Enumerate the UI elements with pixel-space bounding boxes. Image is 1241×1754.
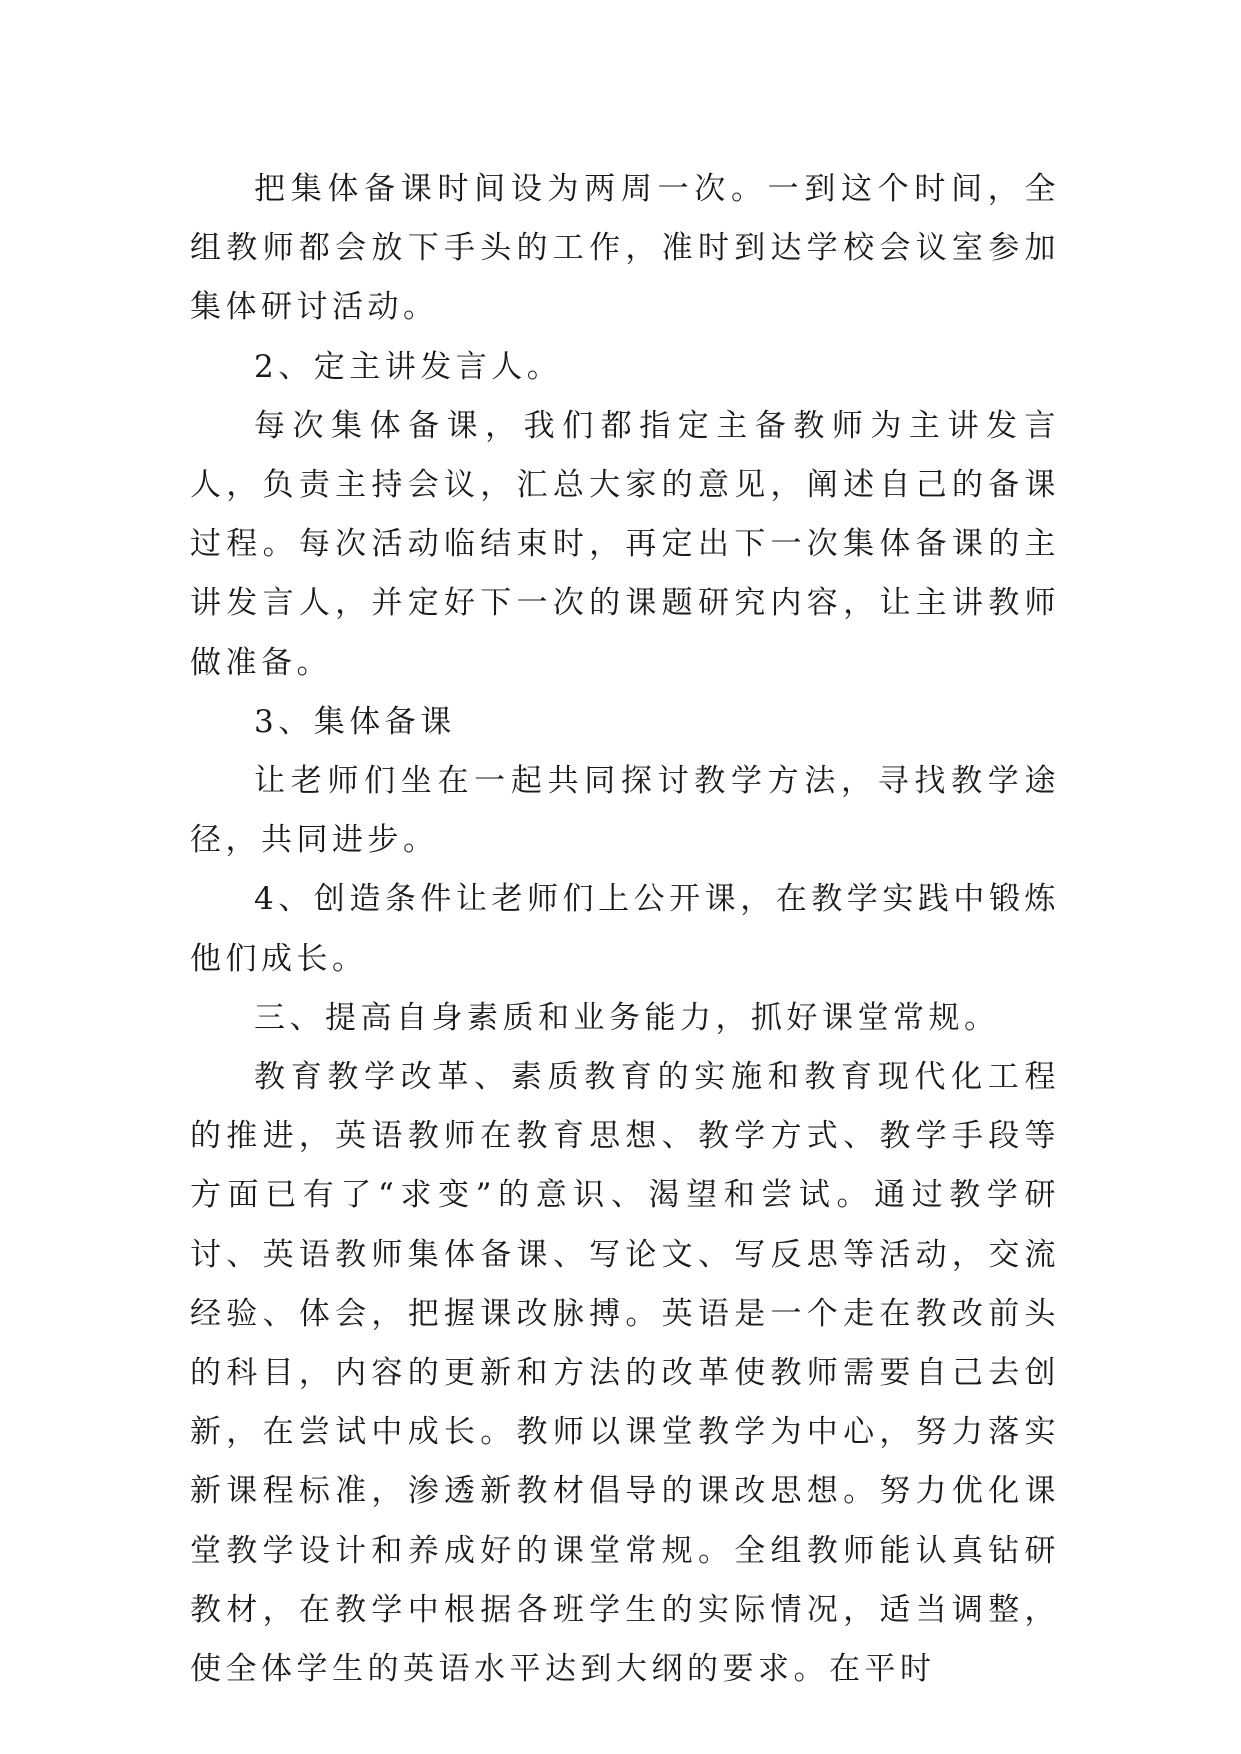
heading-section-three: 三、提高自身素质和业务能力，抓好课堂常规。 xyxy=(254,999,1000,1036)
document-body xyxy=(190,160,1060,1699)
heading-collective-prep: 3、集体备课 xyxy=(254,703,456,740)
paragraph-collective-prep: 让老师们坐在一起共同探讨教学方法，寻找教学途径，共同进步。 xyxy=(190,763,1060,859)
paragraph-open-class: 4、创造条件让老师们上公开课，在教学实践中锻炼他们成长。 xyxy=(190,881,1060,977)
paragraph-reform: 教育教学改革、素质教育的实施和教育现代化工程的推进，英语教师在教育思想、教学方式、教学手段等方面已有了“求变”的意识、渴望和尝试。通过教学研讨、英语教师集体备课、写论文、写反思等活动，交流经验、体会，把握课改脉搏。英语是一个走在教改前头的科目，内容的更新和方法的改革使教师需要自己去创新，在尝试中成长。教师以课堂教学为中心，努力落实新课程标准，渗透新教材倡导的课改思想。努力优化课堂教学设计和养成好的课堂常规。全组教师能认真钻研教材，在教学中根据各班学生的实际情况，适当调整，使全体学生的英语水平达到大纲的要求。在平时 xyxy=(190,1059,1060,1688)
heading-speaker: 2、定主讲发言人。 xyxy=(254,348,563,385)
paragraph-schedule: 把集体备课时间设为两周一次。一到这个时间，全组教师都会放下手头的工作，准时到达学校会议室参加集体研讨活动。 xyxy=(190,171,1060,326)
paragraph-speaker: 每次集体备课，我们都指定主备教师为主讲发言人，负责主持会议，汇总大家的意见，阐述自己的备课过程。每次活动临结束时，再定出下一次集体备课的主讲发言人，并定好下一次的课题研究内容，让主讲教师做准备。 xyxy=(190,407,1060,681)
